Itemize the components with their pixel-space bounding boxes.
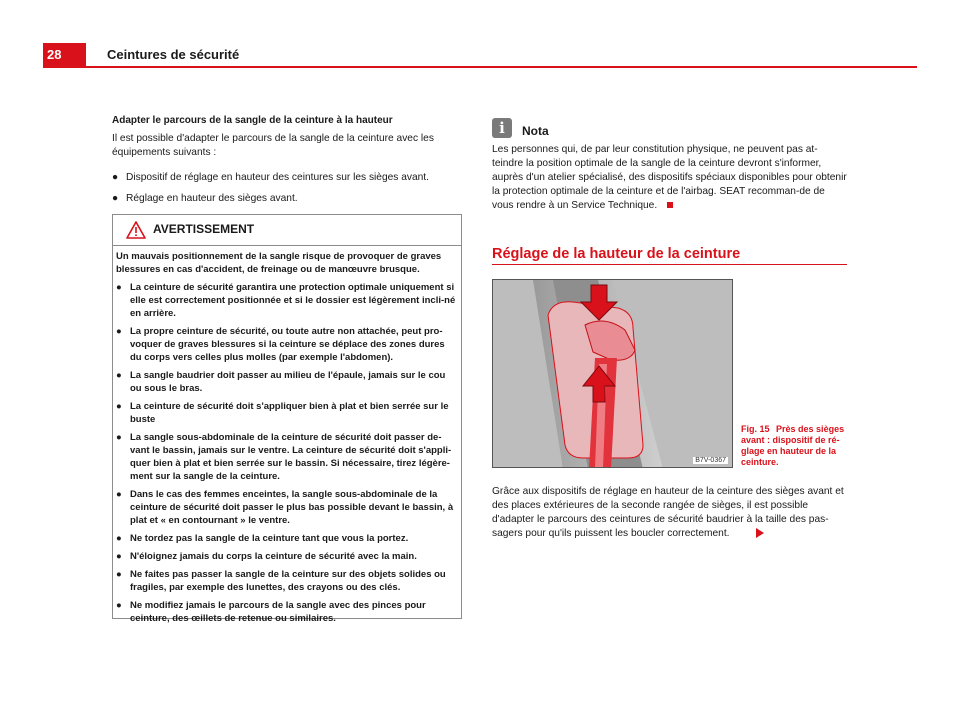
warning-item-text: Dans le cas des femmes enceintes, la sangle sous-abdominale de la ceinture de sécurité doit passer le plus bas possible devant le bassin, à plat et « en contournant » le ventre. (130, 489, 454, 526)
page-number: 28 (43, 43, 86, 67)
equipment-list (112, 171, 464, 206)
list-item-text: Réglage en hauteur des sièges avant. (126, 193, 298, 204)
warning-item-text: Ne faites pas passer la sangle de la ceinture sur des objets solides ou fragiles, par exemple des lunettes, des crayons ou des clés. (130, 569, 446, 593)
bullet-icon: ● (112, 172, 119, 183)
warning-box (112, 214, 462, 624)
note-text (492, 143, 848, 213)
belt-adjuster-illustration (493, 280, 733, 468)
warning-item-text: Ne tordez pas la sangle de la ceinture tant que vous la portez. (130, 533, 409, 544)
bullet-icon: ● (116, 551, 122, 562)
figure-caption (741, 424, 851, 468)
list-item (112, 192, 464, 206)
bullet-icon: ● (116, 282, 122, 293)
bullet-icon: ● (116, 370, 122, 381)
header-rule (43, 66, 917, 68)
warning-header (113, 215, 461, 246)
warning-body (113, 246, 461, 625)
warning-item (116, 369, 458, 395)
bullet-icon: ● (116, 600, 122, 611)
figure-belt-height-adjuster (492, 279, 733, 468)
warning-item (116, 488, 458, 527)
figure-caption-text: Près des sièges avant : dispositif de ré-glage en hauteur de la ceinture. (741, 424, 845, 467)
warning-item (116, 550, 458, 563)
warning-item-text: La sangle sous-abdominale de la ceinture de sécurité doit passer de-vant le bassin, jamais sur le ventre. La ceinture de sécurité doit s'appli-quer bien à plat et bien serrée sur le bassin. Si nécessaire, tirez légère-ment sur la sangle de la ceinture. (130, 432, 452, 482)
warning-item-text: La ceinture de sécurité garantira une protection optimale uniquement si elle est correctement positionnée et si le dossier est légèrement incli-né en arrière. (130, 282, 456, 319)
bullet-icon: ● (116, 533, 122, 544)
warning-item (116, 325, 458, 364)
figure-label: Fig. 15 (741, 424, 770, 434)
body-paragraph-text: Grâce aux dispositifs de réglage en hauteur de la ceinture des sièges avant et des places extérieures de la seconde rangée de sièges, il est possible d'adapter le parcours des ceintures de sécurité baudrier à la taille des pas-sagers pour qu'ils puissent les boucler correctement. (492, 486, 844, 539)
warning-item-text: La ceinture de sécurité doit s'appliquer bien à plat et bien serrée sur le buste (130, 401, 449, 425)
body-paragraph (492, 485, 848, 541)
warning-triangle-icon (126, 221, 146, 239)
note-paragraph: Les personnes qui, de par leur constitution physique, ne peuvent pas at-teindre la position optimale de la sangle de la ceinture devront s'informer, auprès d'un atelier spécialisé, des dispositifs spéciaux disponibles pour obtenir la protection optimale de la ceinture et de l'airbag. SEAT recomman-de de vous rendre à un Service Technique. (492, 144, 847, 211)
warning-item-text: N'éloignez jamais du corps la ceinture de sécurité avec la main. (130, 551, 417, 562)
subsection-heading: Adapter le parcours de la sangle de la ceinture à la hauteur (112, 115, 393, 126)
end-of-section-icon (667, 202, 673, 208)
warning-title: AVERTISSEMENT (153, 222, 255, 236)
bullet-icon: ● (112, 193, 119, 204)
section-rule (492, 264, 847, 265)
figure-code: B7V-0367 (695, 457, 726, 464)
warning-item (116, 431, 458, 483)
bullet-icon: ● (116, 569, 122, 580)
warning-lead: Un mauvais positionnement de la sangle risque de provoquer de graves blessures en cas d'accident, de freinage ou de manœuvre brusque. (116, 251, 442, 275)
warning-item-text: La propre ceinture de sécurité, ou toute autre non attachée, peut pro-voquer de graves blessures si la ceinture se déplace des zones dures du corps vers celles plus molles (par exemple l'abdomen). (130, 326, 445, 363)
warning-item (116, 281, 458, 320)
list-item (112, 171, 464, 185)
warning-item-text: La sangle baudrier doit passer au milieu de l'épaule, jamais sur le cou ou sous le bras. (130, 370, 446, 394)
info-icon: i (492, 118, 512, 138)
left-column (112, 114, 464, 213)
warning-item (116, 400, 458, 426)
list-item-text: Dispositif de réglage en hauteur des ceintures sur les sièges avant. (126, 172, 429, 183)
page-header-title: Ceintures de sécurité (107, 47, 240, 62)
note-header (492, 118, 848, 142)
section-title: Réglage de la hauteur de la ceinture (492, 246, 741, 262)
warning-item (116, 532, 458, 545)
bullet-icon: ● (116, 489, 122, 500)
warning-item (116, 599, 458, 625)
bullet-icon: ● (116, 432, 122, 443)
bullet-icon: ● (116, 326, 122, 337)
warning-item-text: Ne modifiez jamais le parcours de la sangle avec des pinces pour ceinture, des œillets de retenue ou similaires. (130, 600, 426, 624)
continue-arrow-icon (756, 528, 764, 538)
intro-paragraph: Il est possible d'adapter le parcours de la sangle de la ceinture avec les équipements suivants : (112, 133, 434, 158)
note-title: Nota (522, 124, 549, 138)
bullet-icon: ● (116, 401, 122, 412)
warning-item (116, 568, 458, 594)
